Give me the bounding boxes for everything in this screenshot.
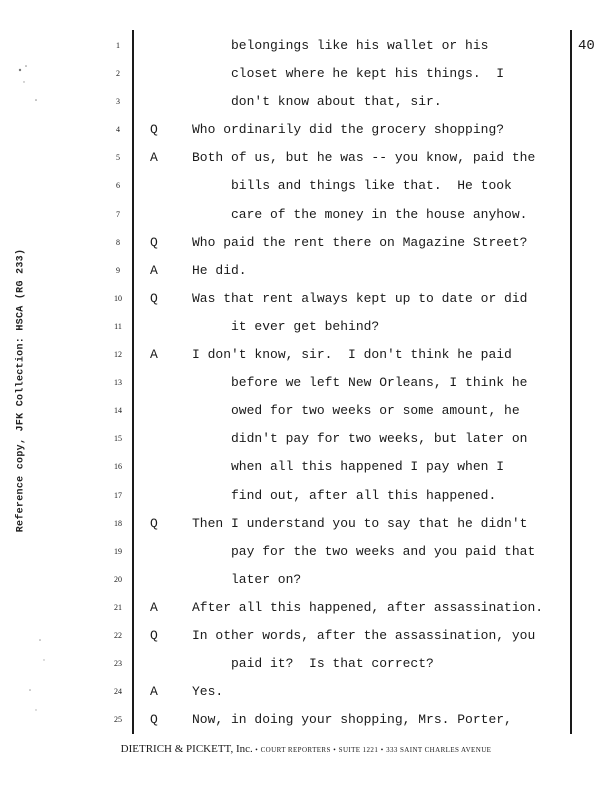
speaker-marker: Q <box>150 515 158 531</box>
line-number: 19 <box>114 546 122 556</box>
line-number: 12 <box>114 350 122 360</box>
line-number-column <box>108 36 128 738</box>
transcript-line <box>132 373 572 401</box>
transcript-line <box>132 429 572 457</box>
line-number: 11 <box>114 321 122 331</box>
footer-service: COURT REPORTERS <box>260 746 331 754</box>
line-number: 9 <box>116 265 120 275</box>
testimony-text: before we left New Orleans, I think he <box>231 375 528 391</box>
transcript-line <box>132 486 572 514</box>
line-number: 1 <box>116 41 120 50</box>
transcript-line <box>132 176 572 204</box>
testimony-text: when all this happened I pay when I <box>231 459 505 475</box>
speaker-marker: A <box>150 347 158 363</box>
transcript-line <box>132 626 572 654</box>
testimony-text: don't know about that, sir. <box>231 94 442 110</box>
testimony-text: Who paid the rent there on Magazine Street? <box>192 234 528 250</box>
testimony-text: find out, after all this happened. <box>231 487 497 503</box>
testimony-text: In other words, after the assassination, you <box>192 627 536 643</box>
line-number: 21 <box>114 602 122 612</box>
testimony-text: closet where he kept his things. I <box>231 66 505 82</box>
transcript-line <box>132 542 572 570</box>
transcript-line <box>132 457 572 485</box>
line-number: 18 <box>114 518 122 528</box>
testimony-text: it ever get behind? <box>231 318 380 334</box>
speaker-marker: A <box>150 262 158 278</box>
footer-suite: SUITE 1221 <box>338 746 379 754</box>
line-number: 23 <box>114 659 122 669</box>
transcript-line <box>132 148 572 176</box>
line-number: 2 <box>116 69 120 79</box>
footer-firm: DIETRICH & PICKETT, Inc. <box>120 743 253 755</box>
transcript-line <box>132 654 572 682</box>
testimony-text: Both of us, but he was -- you know, paid the <box>192 150 536 166</box>
transcript-line <box>132 710 572 738</box>
page-number: 40 <box>578 38 595 54</box>
testimony-text: paid it? Is that correct? <box>231 656 434 672</box>
speaker-marker: A <box>150 599 158 615</box>
speaker-marker: Q <box>150 234 158 250</box>
testimony-text: bills and things like that. He took <box>231 178 512 194</box>
testimony-text: care of the money in the house anyhow. <box>231 206 528 222</box>
line-number: 17 <box>114 490 122 500</box>
transcript-line <box>132 205 572 233</box>
testimony-text: owed for two weeks or some amount, he <box>231 403 520 419</box>
speaker-marker: A <box>150 150 158 166</box>
transcript-line <box>132 120 572 148</box>
testimony-text: later on? <box>231 571 302 587</box>
transcript-line <box>132 682 572 710</box>
line-number: 8 <box>116 237 120 247</box>
testimony-text: Then I understand you to say that he didn't <box>192 515 528 531</box>
testimony-text: didn't pay for two weeks, but later on <box>231 431 528 447</box>
transcript-body <box>132 36 572 738</box>
archive-reference-text: Reference copy, JFK Collection: HSCA (RG 233) <box>15 248 27 532</box>
line-number: 20 <box>114 574 122 584</box>
line-number: 6 <box>116 181 120 191</box>
transcript-line <box>132 92 572 120</box>
transcript-line <box>132 514 572 542</box>
transcript-line <box>132 598 572 626</box>
testimony-text: After all this happened, after assassination. <box>192 599 544 615</box>
footer-address: 333 SAINT CHARLES AVENUE <box>386 746 492 754</box>
testimony-text: belongings like his wallet or his <box>231 38 489 53</box>
transcript-line <box>132 345 572 373</box>
line-number: 25 <box>114 715 122 725</box>
footer-bullet: • <box>380 746 384 754</box>
transcript-line <box>132 401 572 429</box>
testimony-text: Yes. <box>192 684 224 700</box>
line-number: 16 <box>114 462 122 472</box>
transcript-line <box>132 64 572 92</box>
archive-reference-stamp <box>10 230 32 550</box>
speaker-marker: Q <box>150 122 158 138</box>
footer-bullet: • <box>333 746 337 754</box>
line-number: 14 <box>114 406 122 416</box>
testimony-text: Who ordinarily did the grocery shopping? <box>192 122 505 138</box>
line-number: 7 <box>116 209 120 219</box>
speaker-marker: A <box>150 684 158 700</box>
transcript-line <box>132 289 572 317</box>
reporter-footer <box>0 743 612 755</box>
testimony-text: pay for the two weeks and you paid that <box>231 543 536 559</box>
testimony-text: Now, in doing your shopping, Mrs. Porter, <box>192 712 512 728</box>
testimony-text: Was that rent always kept up to date or did <box>192 290 528 306</box>
testimony-text: I don't know, sir. I don't think he paid <box>192 347 512 363</box>
transcript-line <box>132 233 572 261</box>
transcript-line <box>132 570 572 598</box>
line-number: 22 <box>114 630 122 640</box>
line-number: 10 <box>114 293 122 303</box>
speaker-marker: Q <box>150 290 158 306</box>
footer-bullet: • <box>255 746 259 754</box>
line-number: 24 <box>114 687 122 697</box>
transcript-line <box>132 36 572 64</box>
line-number: 4 <box>116 125 120 135</box>
transcript-line <box>132 261 572 289</box>
line-number: 15 <box>114 434 122 444</box>
line-number: 13 <box>114 378 122 388</box>
speaker-marker: Q <box>150 627 158 643</box>
transcript-line <box>132 317 572 345</box>
line-number: 3 <box>116 97 120 107</box>
speaker-marker: Q <box>150 712 158 728</box>
testimony-text: He did. <box>192 262 247 278</box>
line-number: 5 <box>116 153 120 163</box>
